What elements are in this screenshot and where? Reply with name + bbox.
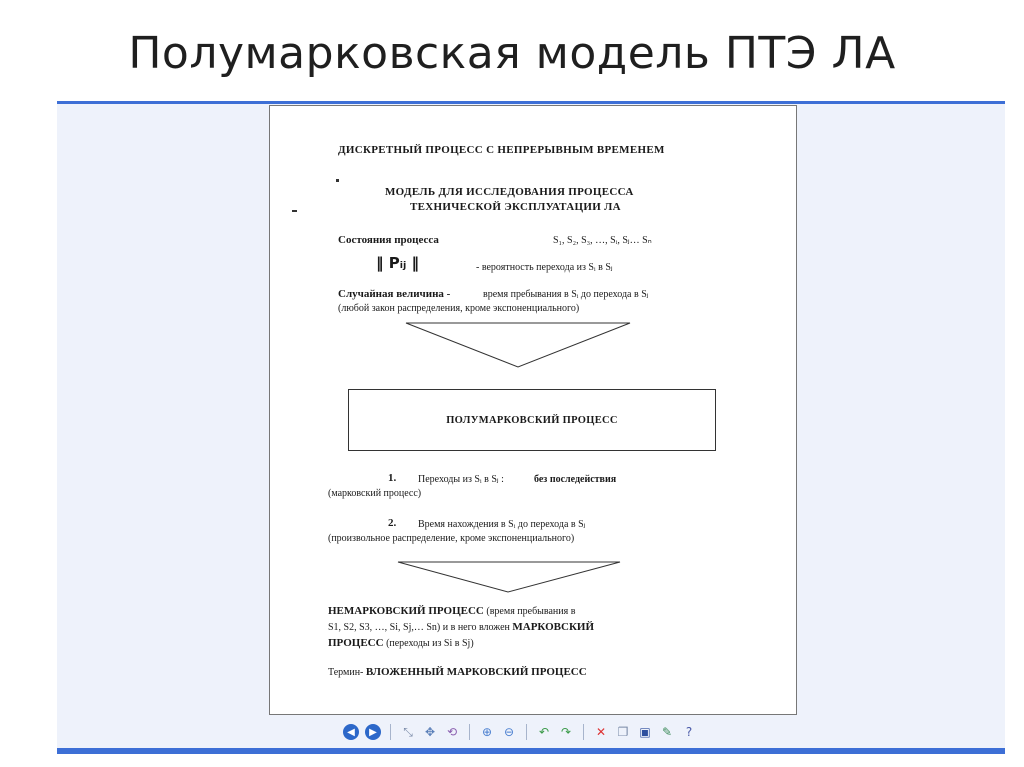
item2-note: (произвольное распределение, кроме экспоненциального) bbox=[328, 533, 575, 544]
rotate-right-icon[interactable]: ↷ bbox=[560, 725, 572, 739]
term-value: ВЛОЖЕННЫЙ МАРКОВСКИЙ ПРОЦЕСС bbox=[365, 666, 587, 678]
zoom-out-icon[interactable]: ⊖ bbox=[503, 725, 515, 739]
edit-icon[interactable]: ✎ bbox=[661, 725, 673, 739]
fit-page-icon[interactable]: ⤡ bbox=[403, 724, 413, 739]
arrow-down-triangle-2 bbox=[396, 560, 622, 594]
item1-number: 1. bbox=[388, 472, 397, 484]
states-list: S₁, S₂, S₃, …, Sᵢ, Sⱼ… Sₙ bbox=[553, 235, 652, 246]
random-variable-label: Случайная величина - bbox=[338, 288, 451, 300]
toolbar-separator bbox=[469, 724, 470, 740]
transition-matrix-symbol: ‖ Pᵢⱼ ‖ bbox=[376, 254, 420, 272]
toolbar-separator bbox=[526, 724, 527, 740]
random-variable-note: (любой закон распределения, кроме экспоненциального) bbox=[338, 303, 580, 314]
document-page bbox=[269, 105, 797, 715]
delete-icon[interactable]: ✕ bbox=[595, 725, 607, 739]
doc-header: ДИСКРЕТНЫЙ ПРОЦЕСС С НЕПРЕРЫВНЫМ ВРЕМЕНЕМ bbox=[338, 144, 665, 156]
item2-text: Время нахождения в Sᵢ до перехода в Sⱼ bbox=[418, 519, 586, 530]
zoom-in-icon[interactable]: ⊕ bbox=[481, 725, 493, 739]
process-bold: ПРОЦЕСС bbox=[328, 637, 384, 649]
item1-note: (марковский процесс) bbox=[328, 488, 422, 499]
term-line bbox=[328, 666, 587, 678]
arrow-down-triangle bbox=[404, 321, 632, 369]
toolbar-separator bbox=[583, 724, 584, 740]
rotate-icon[interactable]: ⟲ bbox=[446, 725, 458, 739]
nonmarkov-text: (время пребывания в bbox=[483, 606, 576, 617]
item1-text: Переходы из Sᵢ в Sⱼ : bbox=[418, 474, 504, 485]
nonmarkov-line2 bbox=[328, 621, 594, 633]
random-variable-desc: время пребывания в Sᵢ до перехода в Sⱼ bbox=[483, 289, 649, 300]
semi-markov-process-box: ПОЛУМАРКОВСКИЙ ПРОЦЕСС bbox=[348, 389, 716, 451]
save-icon[interactable]: ▣ bbox=[639, 725, 651, 739]
model-title-line1: МОДЕЛЬ ДЛЯ ИССЛЕДОВАНИЯ ПРОЦЕССА bbox=[385, 186, 634, 198]
viewer-bottom-bar bbox=[57, 748, 1005, 754]
nonmarkov-bold: НЕМАРКОВСКИЙ ПРОЦЕСС bbox=[328, 605, 484, 617]
scan-speck bbox=[292, 210, 297, 212]
item2-number: 2. bbox=[388, 517, 397, 529]
markov-bold: МАРКОВСКИЙ bbox=[512, 621, 595, 633]
copy-icon[interactable]: ❐ bbox=[617, 725, 629, 739]
states-label: Состояния процесса bbox=[338, 234, 439, 246]
nonmarkov-line1 bbox=[328, 605, 575, 617]
slide-title: Полумарковская модель ПТЭ ЛА bbox=[128, 28, 896, 79]
transitions-note: (переходы из Si в Sj) bbox=[383, 638, 474, 649]
pan-icon[interactable]: ✥ bbox=[424, 725, 436, 739]
matrix-description: - вероятность перехода из Sᵢ в Sⱼ bbox=[476, 262, 613, 273]
toolbar-separator bbox=[390, 724, 391, 740]
scan-speck bbox=[336, 179, 339, 182]
nonmarkov-states: S1, S2, S3, …, Si, Sj,… Sn) и в него вложен bbox=[328, 622, 510, 633]
next-page-icon[interactable]: ▶ bbox=[365, 724, 381, 740]
help-icon[interactable]: ? bbox=[685, 725, 693, 739]
item1-bold: без последействия bbox=[534, 474, 617, 485]
previous-page-icon[interactable]: ◀ bbox=[343, 724, 359, 740]
rotate-left-icon[interactable]: ↶ bbox=[538, 725, 550, 739]
nonmarkov-line3 bbox=[328, 637, 474, 649]
model-title-line2: ТЕХНИЧЕСКОЙ ЭКСПЛУАТАЦИИ ЛА bbox=[410, 201, 621, 213]
term-label: Термин- bbox=[328, 667, 364, 678]
viewer-toolbar bbox=[343, 720, 723, 744]
